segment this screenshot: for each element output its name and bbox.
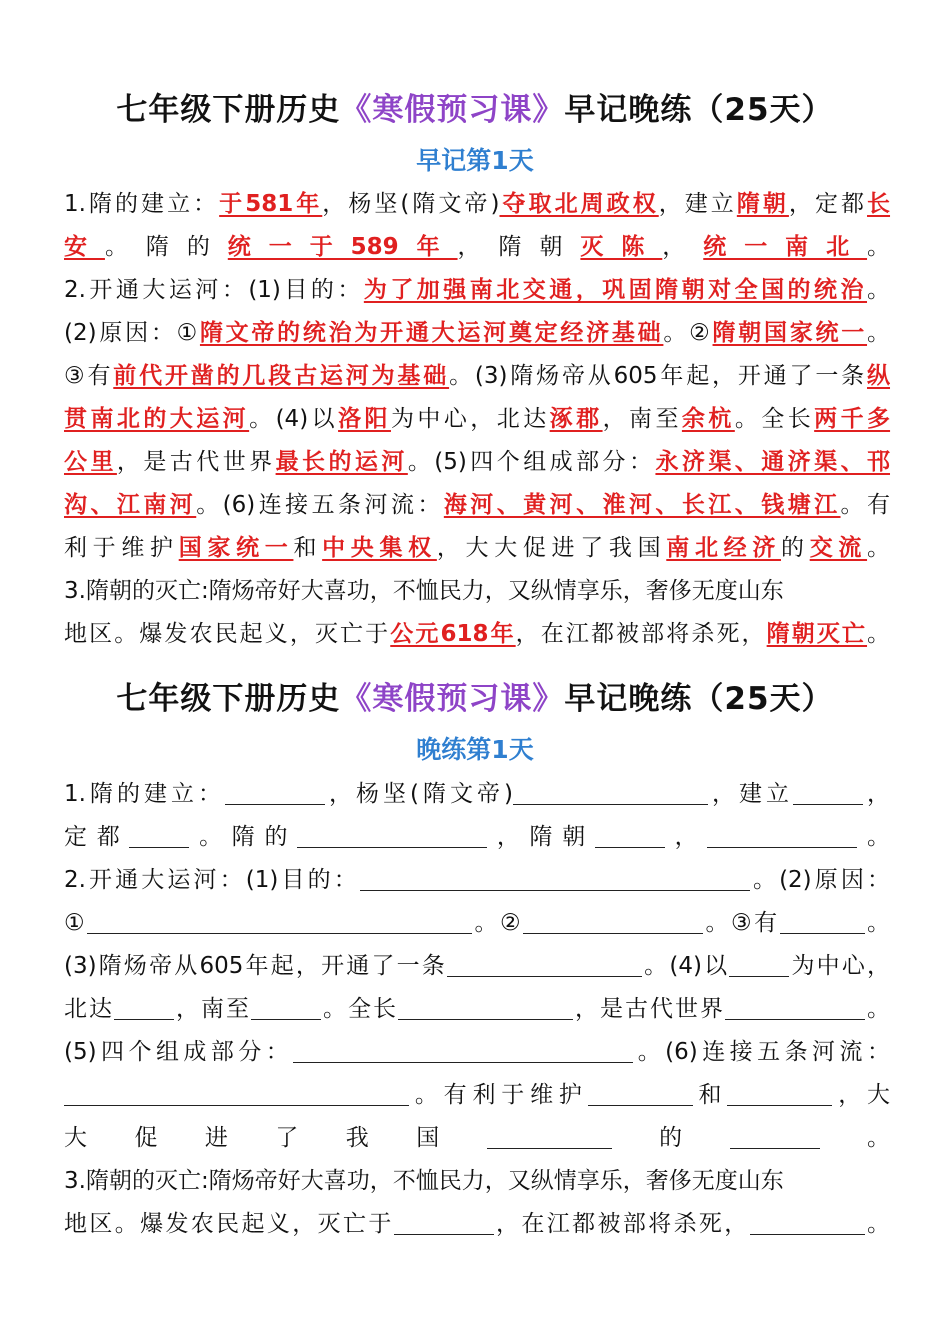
answer-line <box>64 184 890 224</box>
answer-highlight: 纵 <box>867 363 891 389</box>
answer-highlight: 海河、黄河、淮河、长江、钱塘江 <box>443 492 841 518</box>
line-text: ，大大促进了我国 <box>436 535 667 561</box>
answer-highlight: 统一于589年 <box>227 234 458 260</box>
line-text: 2.开通大运河：(1)目的： <box>64 867 360 893</box>
line-text: 。 <box>857 824 891 850</box>
answer-blank[interactable] <box>595 825 665 848</box>
line-text: 的 <box>611 1125 730 1151</box>
answer-blank[interactable] <box>394 1212 494 1235</box>
blank-line <box>64 1032 890 1072</box>
answer-line <box>64 528 890 568</box>
line-text: 。 <box>819 1125 891 1151</box>
line-text: 地区。爆发农民起义，灭亡于 <box>64 621 391 647</box>
blank-line <box>64 817 890 857</box>
line-text: ③有 <box>64 363 114 389</box>
line-text: 大促进了我国 <box>64 1125 487 1151</box>
answer-highlight: 公元618年 <box>390 621 516 647</box>
line-text: 和 <box>692 1082 728 1108</box>
answer-highlight: 贯南北的大运河 <box>64 406 250 432</box>
line-text: 北达 <box>64 996 114 1022</box>
line-text: ，在江都被部将杀死， <box>515 621 767 647</box>
line-text: 。有 <box>840 492 890 518</box>
line-text: ，建立 <box>707 781 794 807</box>
answer-highlight: 隋朝灭亡 <box>766 621 868 647</box>
line-text: ，大 <box>832 1082 891 1108</box>
answer-blank[interactable] <box>727 1083 832 1106</box>
line-text: 。 <box>867 320 891 346</box>
answer-highlight: 涿郡 <box>549 406 603 432</box>
line-text: 。有利于维护 <box>409 1082 588 1108</box>
answer-blank[interactable] <box>707 825 857 848</box>
line-text: ，定都 <box>788 191 868 217</box>
answer-highlight: 公里 <box>64 449 117 475</box>
answer-blank[interactable] <box>487 1126 612 1149</box>
line-text: ，是古代世界 <box>116 449 276 475</box>
line-text: 。 <box>864 1211 891 1237</box>
answer-blank[interactable] <box>780 911 865 934</box>
answer-highlight: 交流 <box>809 535 868 561</box>
line-text: 。② <box>472 910 524 936</box>
answer-blank[interactable] <box>398 997 573 1020</box>
answer-highlight: 为了加强南北交通，巩固隋朝对全国的统治 <box>363 277 868 303</box>
blank-line <box>64 1161 890 1201</box>
line-text: 。 <box>865 996 890 1022</box>
line-text: 2.开通大运河：(1)目的： <box>64 277 364 303</box>
answer-line <box>64 227 890 267</box>
line-text: ， <box>662 234 704 260</box>
answer-blank[interactable] <box>297 825 487 848</box>
blank-line <box>64 860 890 900</box>
answer-highlight: 灭陈 <box>580 234 663 260</box>
answer-line <box>64 270 890 310</box>
line-text: 。(3)隋炀帝从605年起，开通了一条 <box>449 363 868 389</box>
line-text: 。全长 <box>734 406 815 432</box>
answer-highlight: 洛阳 <box>338 406 391 432</box>
answer-blank[interactable] <box>251 997 321 1020</box>
answer-line <box>64 313 890 353</box>
line-text: 。(5)四个组成部分： <box>407 449 656 475</box>
line-text: ，建立 <box>658 191 737 217</box>
line-text: 定都 <box>64 824 130 850</box>
answer-line <box>64 399 890 439</box>
answer-blank[interactable] <box>523 911 703 934</box>
line-text: 。 <box>864 910 890 936</box>
line-text: ，杨坚(隋文帝) <box>322 191 500 217</box>
answer-highlight: 最长的运河 <box>275 449 408 475</box>
line-text: 。③有 <box>703 910 780 936</box>
answer-blank[interactable] <box>293 1040 633 1063</box>
line-text: 。隋的 <box>104 234 228 260</box>
answer-blank[interactable] <box>64 1083 409 1106</box>
answer-blank[interactable] <box>360 868 750 891</box>
line-text: 。 <box>867 621 891 647</box>
line-text: ，南至 <box>602 406 682 432</box>
line-text: ，隋朝 <box>487 824 595 850</box>
blank-line <box>64 989 890 1029</box>
line-text: 。(6)连接五条河流： <box>633 1039 890 1065</box>
blank-line <box>64 903 890 943</box>
answer-blank[interactable] <box>750 1212 865 1235</box>
blank-line <box>64 774 890 814</box>
blank-line <box>64 946 890 986</box>
evening-title: 七年级下册历史《寒假预习课》早记晚练（25天） <box>116 681 834 717</box>
line-text: 。 <box>867 277 891 303</box>
answer-line <box>64 442 890 482</box>
answer-highlight: 统一南北 <box>703 234 868 260</box>
line-text: ，南至 <box>174 996 251 1022</box>
answer-highlight: 隋文帝的统治为开通大运河奠定经济基础 <box>199 320 664 346</box>
answer-blank[interactable] <box>729 954 789 977</box>
answer-line <box>64 614 890 654</box>
answer-blank[interactable] <box>87 911 472 934</box>
morning-subtitle: 早记第1天 <box>416 146 534 175</box>
morning-title: 七年级下册历史《寒假预习课》早记晚练（25天） <box>116 92 834 128</box>
answer-blank[interactable] <box>730 1126 820 1149</box>
line-text: 3.隋朝的灭亡:隋炀帝好大喜功，不恤民力，又纵情享乐，奢侈无度山东 <box>64 1168 784 1194</box>
line-text: 。(6)连接五条河流： <box>196 492 444 518</box>
line-text: ，在江都被部将杀死， <box>493 1211 750 1237</box>
blank-line <box>64 1075 890 1115</box>
line-text: ，隋朝 <box>457 234 581 260</box>
line-text: ① <box>64 910 88 936</box>
line-text: (2)原因：① <box>64 320 200 346</box>
line-text: 。(4)以 <box>641 953 730 979</box>
answer-highlight: 隋朝国家统一 <box>712 320 868 346</box>
answer-highlight: 国家统一 <box>178 535 294 561</box>
answer-highlight: 南北经济 <box>666 535 781 561</box>
line-text: 利于维护 <box>64 535 179 561</box>
answer-blank[interactable] <box>588 1083 693 1106</box>
answer-highlight: 长 <box>867 191 891 217</box>
line-text: 3.隋朝的灭亡:隋炀帝好大喜功，不恤民力，又纵情享乐，奢侈无度山东 <box>64 578 784 604</box>
answer-highlight: 隋朝 <box>736 191 789 217</box>
answer-highlight: 夺取北周政权 <box>499 191 659 217</box>
line-text: 。 <box>867 234 891 260</box>
evening-subtitle: 晚练第1天 <box>416 735 534 764</box>
answer-highlight: 安 <box>64 234 105 260</box>
line-text: 和 <box>293 535 323 561</box>
answer-blank[interactable] <box>513 782 708 805</box>
line-text: 。② <box>663 320 713 346</box>
answer-highlight: 沟、江南河 <box>64 492 197 518</box>
answer-blank[interactable] <box>114 997 174 1020</box>
line-text: 。隋的 <box>189 824 298 850</box>
answer-blank[interactable] <box>725 997 865 1020</box>
answer-blank[interactable] <box>129 825 189 848</box>
answer-blank[interactable] <box>225 782 325 805</box>
line-text: (3)隋炀帝从605年起，开通了一条 <box>64 953 447 979</box>
answer-blank[interactable] <box>447 954 642 977</box>
line-text: 地区。爆发农民起义，灭亡于 <box>64 1211 394 1237</box>
blank-line <box>64 1118 890 1158</box>
line-text: 的 <box>781 535 810 561</box>
answer-highlight: 余杭 <box>681 406 735 432</box>
line-text: 。 <box>867 535 891 561</box>
answer-highlight: 于581年 <box>219 191 323 217</box>
line-text: ， <box>863 781 891 807</box>
line-text: 。全长 <box>321 996 398 1022</box>
line-text: 为中心， <box>789 953 890 979</box>
answer-highlight: 永济渠、通济渠、邗 <box>655 449 891 475</box>
line-text: 1.隋的建立： <box>64 781 225 807</box>
answer-blank[interactable] <box>793 782 863 805</box>
line-text: ，是古代世界 <box>573 996 725 1022</box>
line-text: 为中心，北达 <box>390 406 550 432</box>
line-text: 。(4)以 <box>249 406 339 432</box>
blank-line <box>64 1204 890 1244</box>
line-text: 。(2)原因： <box>749 867 890 893</box>
line-text: (5)四个组成部分： <box>64 1039 294 1065</box>
answer-highlight: 前代开凿的几段古运河为基础 <box>113 363 450 389</box>
answer-highlight: 两千多 <box>814 406 891 432</box>
answer-line <box>64 356 890 396</box>
answer-line <box>64 571 890 611</box>
answer-line <box>64 485 890 525</box>
line-text: ，杨坚(隋文帝) <box>324 781 513 807</box>
line-text: 1.隋的建立： <box>64 191 220 217</box>
answer-highlight: 中央集权 <box>322 535 437 561</box>
line-text: ， <box>664 824 708 850</box>
